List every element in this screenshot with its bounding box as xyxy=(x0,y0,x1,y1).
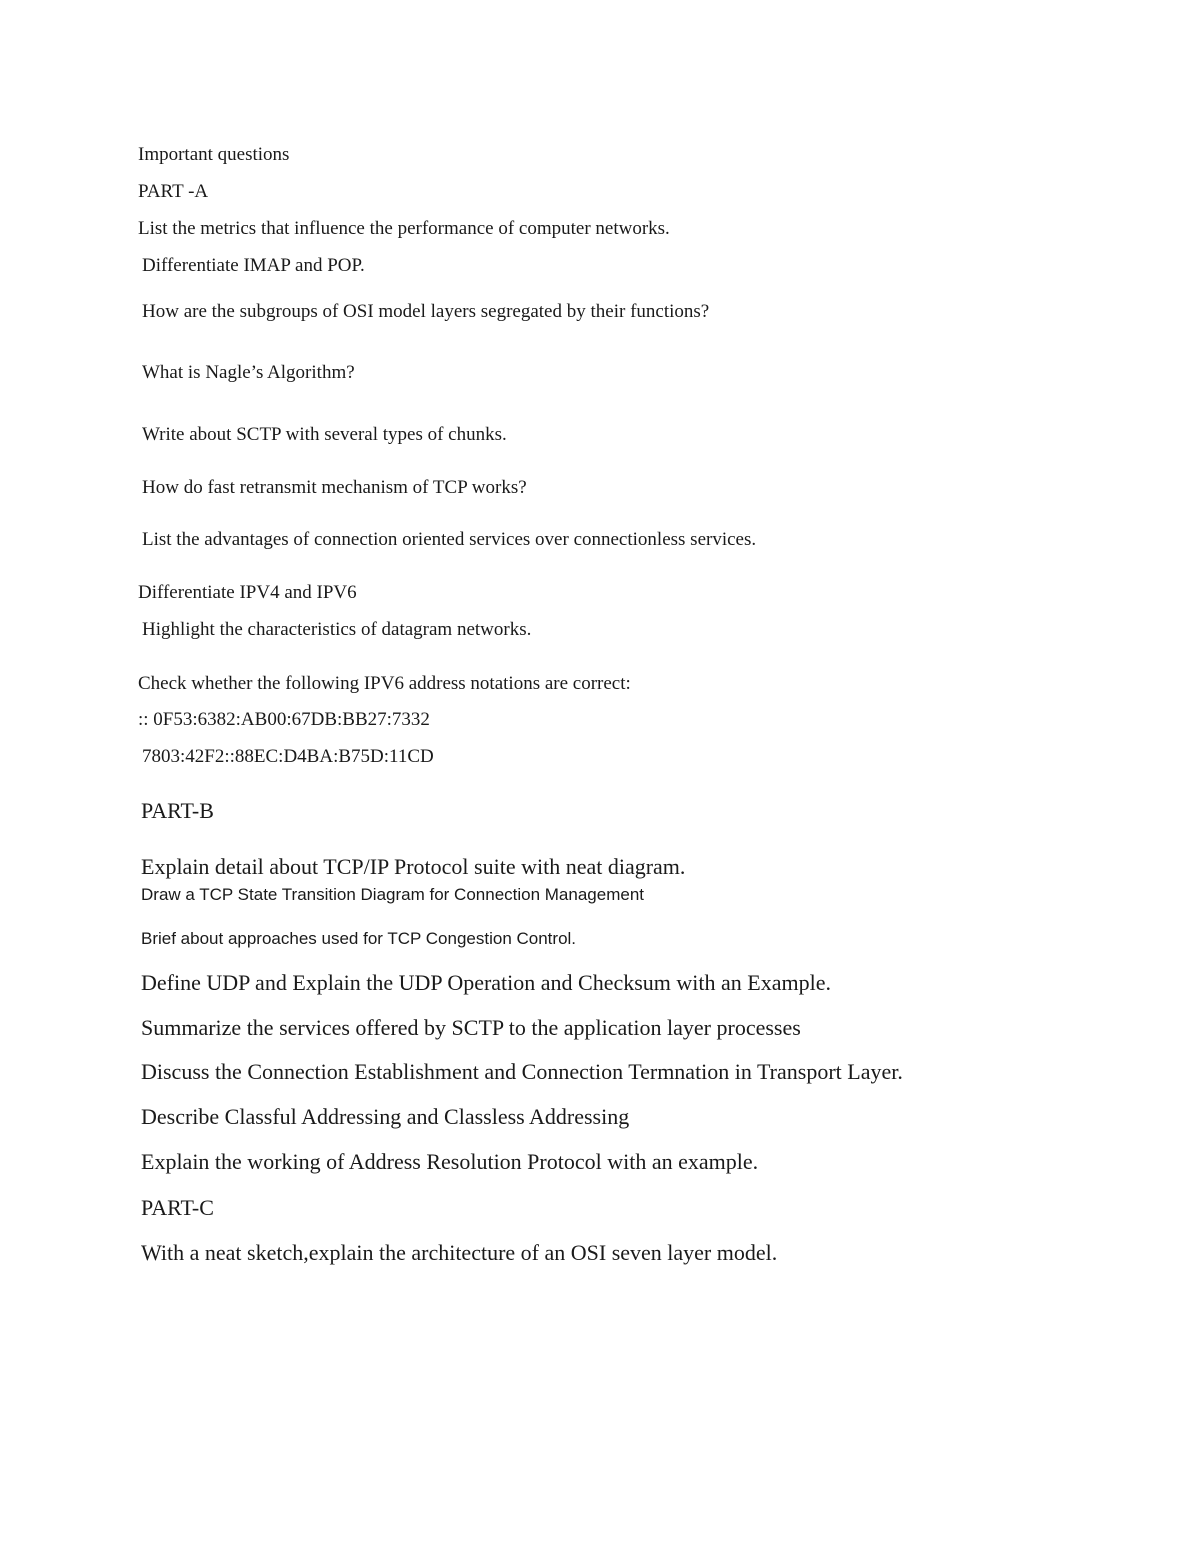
part-a-question-5: Write about SCTP with several types of chunks. xyxy=(142,424,507,445)
document-title: Important questions xyxy=(138,144,290,165)
part-b-question-7: Describe Classful Addressing and Classless Addressing xyxy=(141,1104,630,1129)
part-a-question-8: Differentiate IPV4 and IPV6 xyxy=(138,582,357,603)
part-a-question-2: Differentiate IMAP and POP. xyxy=(142,255,365,276)
part-a-heading: PART -A xyxy=(138,181,209,202)
part-b-question-8: Explain the working of Address Resolution Protocol with an example. xyxy=(141,1149,759,1174)
part-b-question-5: Summarize the services offered by SCTP to the application layer processes xyxy=(141,1015,801,1040)
part-a-question-9: Highlight the characteristics of datagram networks. xyxy=(142,619,532,640)
part-b-question-6: Discuss the Connection Establishment and Connection Termnation in Transport Layer. xyxy=(141,1059,903,1084)
part-b-question-2: Draw a TCP State Transition Diagram for Connection Management xyxy=(141,885,645,904)
ipv6-address-2: 7803:42F2::88EC:D4BA:B75D:11CD xyxy=(142,746,434,767)
part-b-question-4: Define UDP and Explain the UDP Operation and Checksum with an Example. xyxy=(141,970,831,995)
part-b-heading: PART-B xyxy=(141,798,214,823)
part-c-heading: PART-C xyxy=(141,1195,214,1220)
part-b-question-1: Explain detail about TCP/IP Protocol suite with neat diagram. xyxy=(141,854,686,879)
part-c-question-1: With a neat sketch,explain the architecture of an OSI seven layer model. xyxy=(141,1240,778,1265)
part-a-question-3: How are the subgroups of OSI model layers segregated by their functions? xyxy=(142,301,710,322)
part-a-question-1: List the metrics that influence the performance of computer networks. xyxy=(138,218,670,239)
ipv6-address-1: :: 0F53:6382:AB00:67DB:BB27:7332 xyxy=(138,709,430,730)
part-a-question-10: Check whether the following IPV6 address notations are correct: xyxy=(138,673,631,694)
part-b-question-3: Brief about approaches used for TCP Congestion Control. xyxy=(141,929,577,948)
part-a-question-6: How do fast retransmit mechanism of TCP works? xyxy=(142,477,527,498)
part-a-question-4: What is Nagle’s Algorithm? xyxy=(142,362,355,383)
part-a-question-7: List the advantages of connection oriented services over connectionless services. xyxy=(142,529,757,550)
